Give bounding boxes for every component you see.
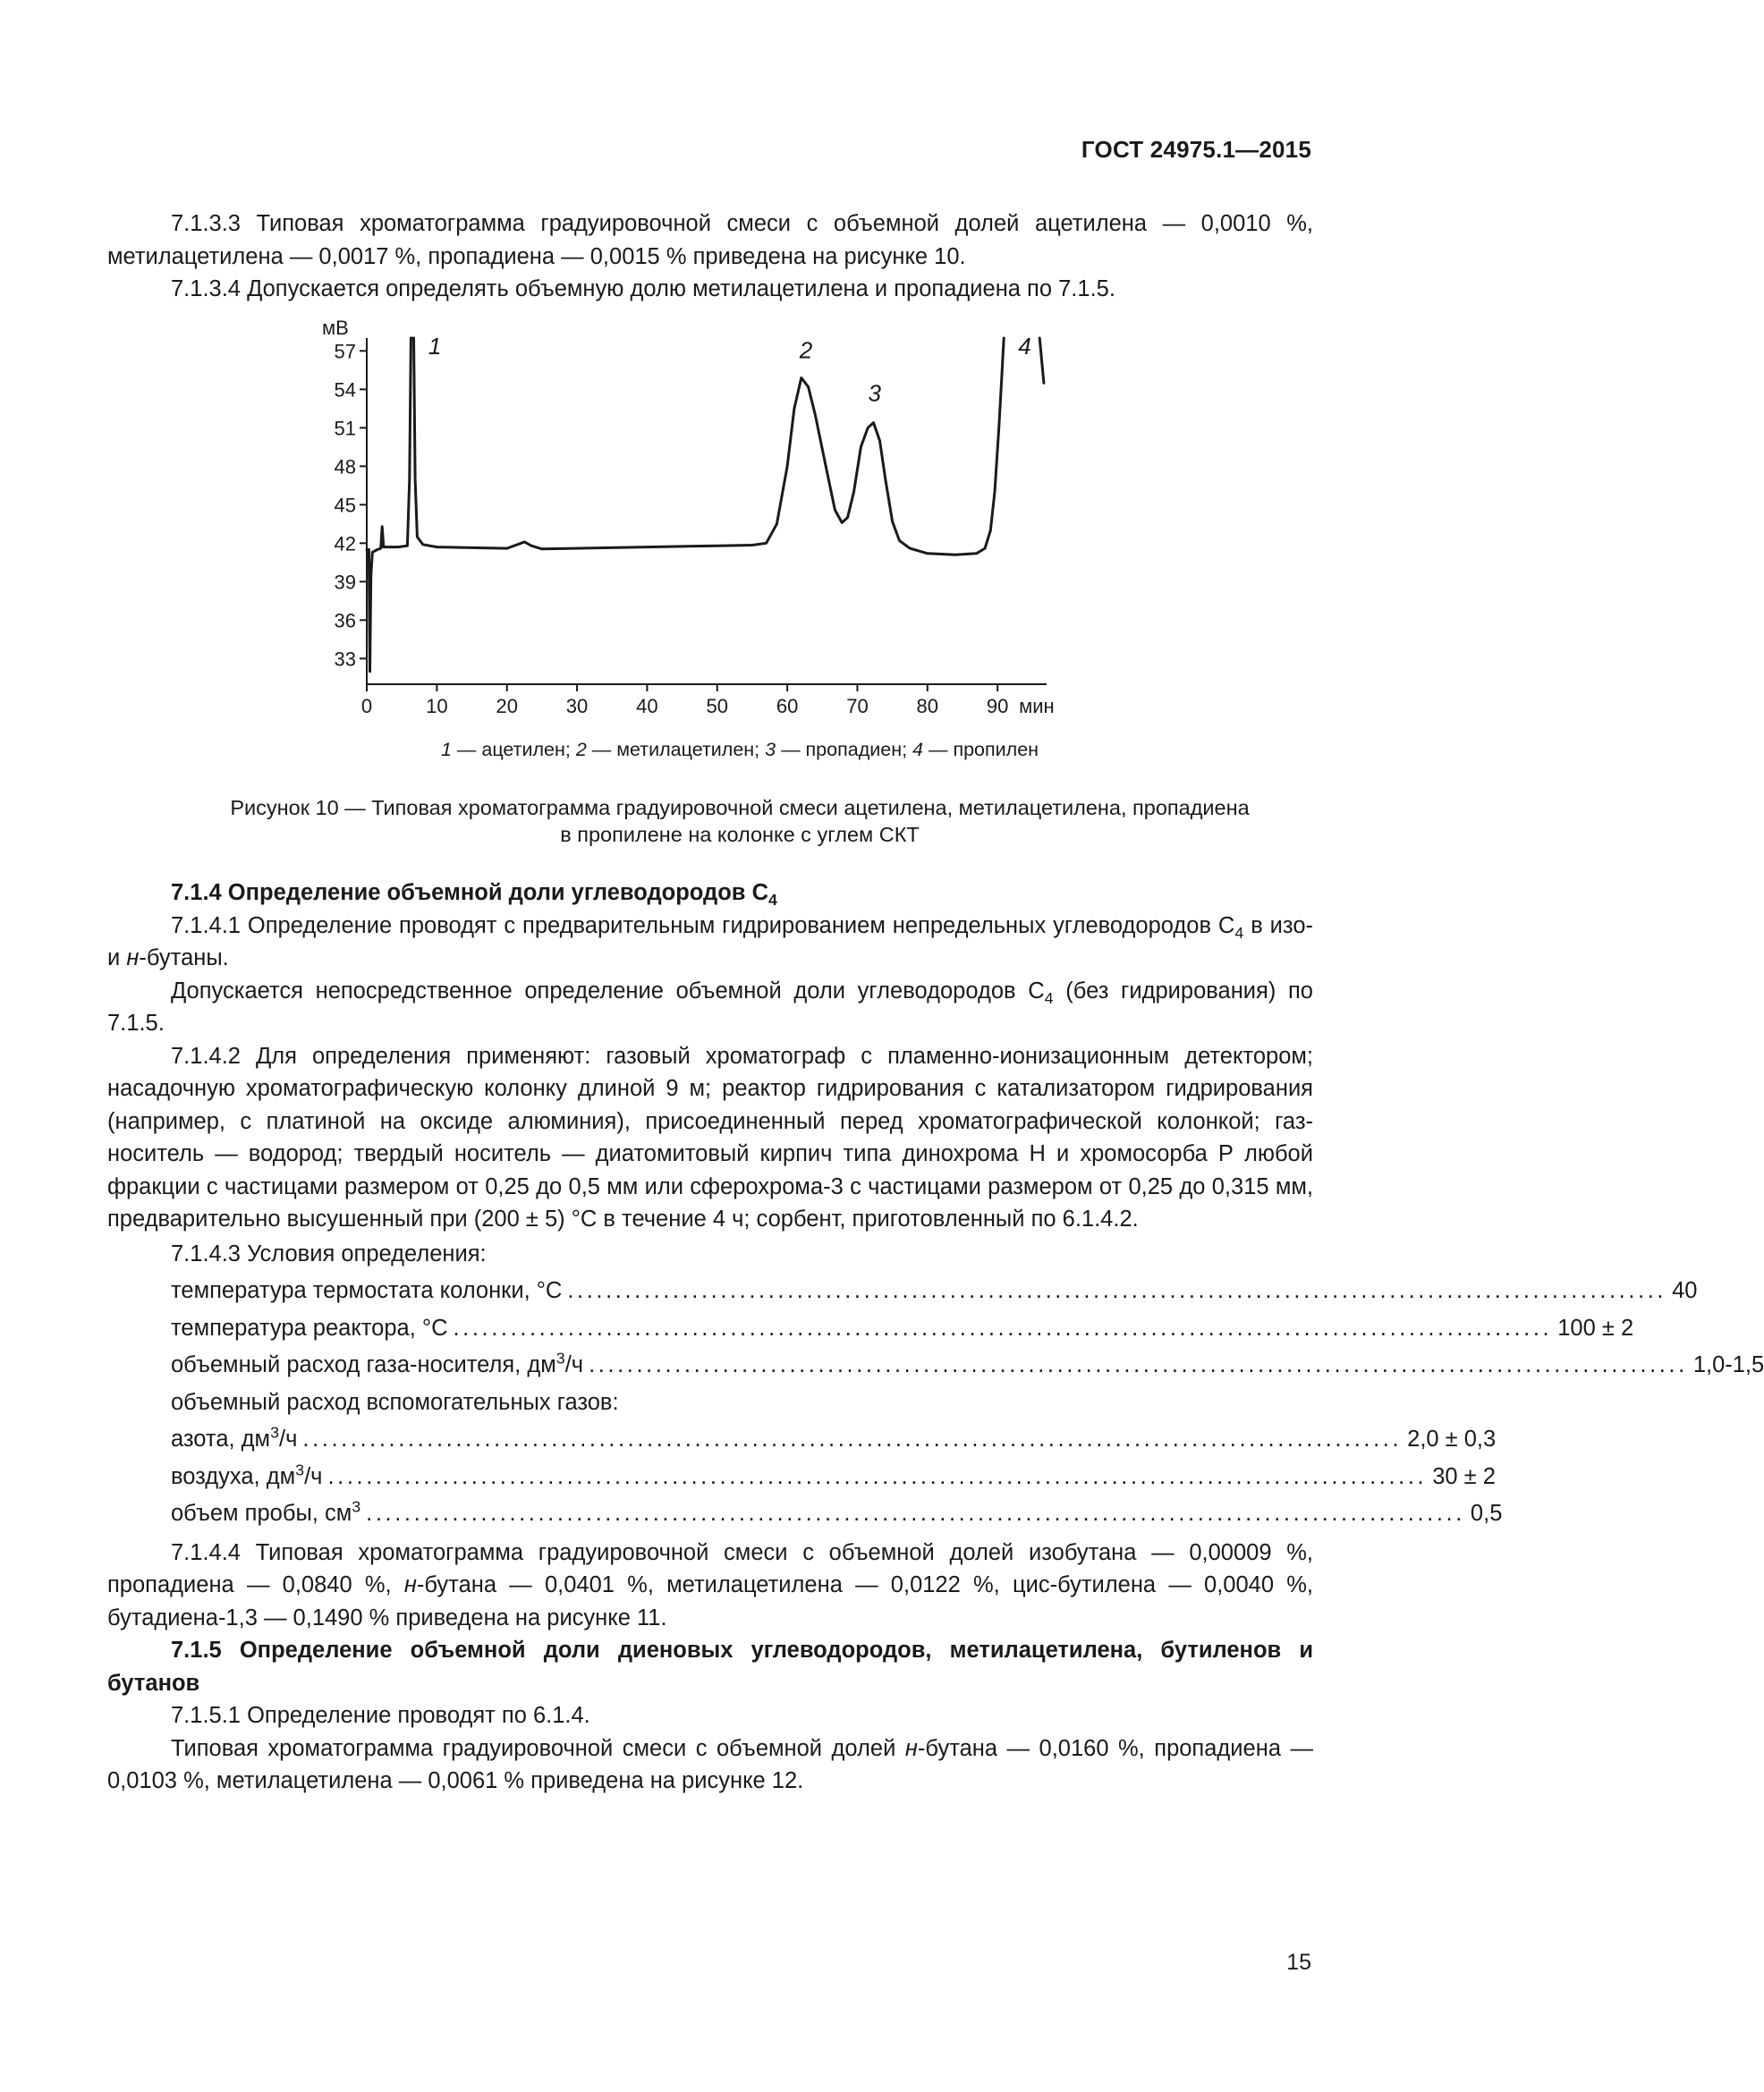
condition-label-text: объем пробы, см — [171, 1501, 352, 1526]
chromatogram-series-1 — [367, 338, 1004, 672]
leader-dots: ................................................................................................................... — [453, 1315, 1553, 1341]
p-7-1-4-4-pre: 7.1.4.4 Типовая хроматограмма градуировочной смеси с объемной долей изобутана — 0,00009 %, пропадиена — 0,0840 %, — [107, 1539, 1313, 1597]
paragraph-7-1-4-2: 7.1.4.2 Для определения применяют: газовый хроматограф с пламенно-ионизационным детектором; насадочную хроматографическую колонку длиной 9 м; реактор гидрирования с катализатором гидрирования (например, с платиной на оксиде алюминия), присоединенный перед хроматографической колонкой; газ-носитель — водород; твердый носитель — диатомитовый кирпич типа динохрома Н и хромосорба Р любой фракции с частицами размером от 0,25 до 0,5 мм или сферохрома-3 с частицами размером от 0,25 до 0,315 мм, предварительно высушенный при (200 ± 5) °С в течение 4 ч; сорбент, приготовленный по 6.1.4.2. — [107, 1043, 1313, 1232]
page-number: 15 — [1286, 1950, 1311, 1975]
paragraph-7-1-5-typical — [107, 1732, 1313, 1798]
legend-text-4: — пропилен — [923, 739, 1039, 760]
condition-value: 100 ± 2 — [1557, 1315, 1634, 1341]
paragraph-7-1-3-4: 7.1.3.4 Допускается определять объемную долю метилацетилена и пропадиена по 7.1.5. — [171, 276, 1115, 301]
legend-number-2: 2 — [575, 739, 587, 760]
legend-text-2: — метилацетилен; — [586, 739, 766, 760]
condition-row-column-temp — [171, 1273, 1698, 1310]
leader-dots: ................................................................................................................... — [366, 1501, 1465, 1526]
heading-7-1-4-text: 7.1.4 Определение объемной доли углеводородов С — [171, 880, 768, 905]
x-tick-label: 30 — [565, 695, 589, 717]
condition-label-sup: 3 — [555, 1349, 565, 1368]
conditions-heading: 7.1.4.3 Условия определения: — [171, 1241, 487, 1266]
condition-row-reactor-temp — [171, 1310, 1634, 1348]
x-tick-label: 80 — [916, 695, 939, 717]
condition-label — [171, 1421, 297, 1459]
condition-row-carrier-flow — [171, 1347, 1764, 1385]
peak-label-4: 4 — [1018, 333, 1031, 360]
heading-7-1-5: 7.1.5 Определение объемной доли диеновых углеводородов, метилацетилена, бутиленов и бутанов — [107, 1638, 1313, 1696]
caption-line-1: Рисунок 10 — Типовая хроматограмма градуировочной смеси ацетилена, метилацетилена, пропадиена — [230, 796, 1250, 819]
y-tick-label: 36 — [334, 609, 356, 632]
condition-label: температура термостата колонки, °С — [171, 1278, 563, 1303]
paragraph-allowance — [107, 975, 1313, 1040]
condition-value: 1,0-1,5 — [1692, 1352, 1764, 1377]
document-header: ГОСТ 24975.1—2015 — [1081, 136, 1311, 163]
intro-block — [107, 208, 1313, 306]
condition-label — [171, 1459, 322, 1496]
p-7-1-4-1-sub: 4 — [1234, 923, 1244, 942]
peak-label-3: 3 — [868, 379, 881, 407]
paragraph-7-1-3-3: 7.1.3.3 Типовая хроматограмма градуировочной смеси с объемной долей ацетилена — 0,0010 %, метилацетилена — 0,0017 %, пропадиена — 0,0015 % приведена на рисунке 10. — [107, 211, 1313, 269]
condition-label-unit: /ч — [304, 1463, 323, 1489]
caption-line-2: в пропилене на колонке с углем СКТ — [560, 823, 920, 846]
x-axis-label: мин — [1019, 695, 1055, 717]
p-allow-post: (без гидрирования) по 7.1.5. — [107, 978, 1313, 1036]
condition-label-unit: /ч — [279, 1427, 298, 1452]
p-7-1-4-4-post: -бутана — 0,0401 %, метилацетилена — 0,0122 %, цис-бутилена — 0,0040 %, бутадиена-1,3 — 0,1490 % приведена на рисунке 11. — [107, 1572, 1314, 1630]
condition-label-text: азота, дм — [171, 1427, 271, 1452]
chromatogram-figure — [304, 317, 1109, 769]
y-tick-label: 54 — [334, 378, 356, 402]
condition-row-air — [171, 1459, 1496, 1496]
p-7-1-5-italic: н — [904, 1735, 918, 1761]
x-tick-label: 20 — [496, 695, 518, 717]
legend-text-1: — ацетилен; — [451, 739, 576, 760]
y-axis-label: мВ — [322, 317, 349, 339]
chromatogram-chart — [304, 317, 1109, 769]
leader-dots: ................................................................................................................... — [302, 1427, 1403, 1452]
x-tick-label: 10 — [426, 695, 448, 717]
paragraph-7-1-5-1: 7.1.5.1 Определение проводят по 6.1.4. — [171, 1703, 590, 1728]
y-tick-label: 42 — [334, 532, 356, 555]
condition-label-sup: 3 — [270, 1423, 280, 1442]
x-tick-label: 70 — [846, 695, 869, 717]
condition-label-text: воздуха, дм — [171, 1463, 296, 1489]
p-7-1-4-1-italic: н — [126, 945, 140, 970]
condition-value: 0,5 — [1470, 1501, 1503, 1526]
legend-number-4: 4 — [912, 739, 923, 760]
x-tick-label: 0 — [360, 695, 373, 717]
condition-label-unit: /ч — [564, 1352, 584, 1377]
x-tick-label: 40 — [636, 695, 658, 717]
condition-label-text: объемный расход газа-носителя, дм — [171, 1352, 556, 1377]
condition-row-sample-volume — [171, 1495, 1503, 1533]
y-tick-label: 51 — [334, 417, 356, 440]
y-tick-label: 48 — [334, 455, 356, 479]
y-tick-label: 57 — [334, 340, 356, 363]
leader-dots: ................................................................................................................... — [589, 1352, 1688, 1377]
condition-value: 40 — [1672, 1278, 1698, 1303]
condition-value: 2,0 ± 0,3 — [1407, 1427, 1497, 1452]
peak-label-2: 2 — [799, 336, 813, 364]
y-tick-label: 33 — [334, 648, 356, 671]
y-tick-label: 45 — [334, 494, 356, 517]
figure-caption — [0, 794, 1480, 848]
chromatogram-series-2 — [1039, 338, 1044, 383]
section-7-1-4 — [107, 877, 1764, 1798]
p-allow-sub: 4 — [1044, 988, 1054, 1007]
p-7-1-4-4-italic: н — [403, 1572, 417, 1597]
paragraph-7-1-4-1 — [107, 910, 1313, 975]
heading-7-1-4-sub: 4 — [768, 891, 777, 910]
paragraph-7-1-4-4 — [107, 1537, 1313, 1635]
peak-label-1: 1 — [428, 333, 442, 360]
condition-label — [171, 1347, 583, 1385]
leader-dots: ................................................................................................................... — [327, 1463, 1428, 1489]
p-7-1-4-1-pre: 7.1.4.1 Определение проводят с предварительным гидрированием непредельных углеводородов С — [171, 912, 1235, 938]
x-tick-label: 60 — [776, 695, 799, 717]
condition-row-nitrogen — [171, 1421, 1497, 1459]
legend-text-3: — пропадиен; — [776, 739, 913, 760]
p-7-1-5-pre: Типовая хроматограмма градуировочной смеси с объемной долей — [171, 1735, 905, 1761]
condition-label-sup: 3 — [295, 1461, 305, 1478]
p-7-1-4-1-post: -бутаны. — [139, 945, 229, 970]
condition-row-aux-gases: объемный расход вспомогательных газов: — [171, 1389, 619, 1415]
condition-value: 30 ± 2 — [1432, 1463, 1496, 1489]
heading-7-1-4 — [107, 877, 1313, 910]
x-tick-label: 50 — [706, 695, 728, 717]
legend-number-3: 3 — [765, 739, 776, 760]
legend-number-1: 1 — [440, 739, 452, 760]
y-tick-label: 39 — [334, 571, 356, 594]
leader-dots: ................................................................................................................... — [567, 1278, 1667, 1303]
p-7-1-4-1-mid: в изо- и — [107, 912, 1314, 970]
condition-label-sup: 3 — [352, 1497, 361, 1516]
x-tick-label: 90 — [986, 695, 1009, 717]
p-7-1-5-post: -бутана — 0,0160 %, пропадиена — 0,0103 %, метилацетилена — 0,0061 % приведена на рисунке 12. — [107, 1735, 1313, 1793]
p-allow-pre: Допускается непосредственное определение объемной доли углеводородов С — [171, 978, 1045, 1004]
figure-legend — [0, 739, 1480, 761]
condition-label: температура реактора, °С — [171, 1315, 448, 1341]
condition-label — [171, 1495, 360, 1533]
